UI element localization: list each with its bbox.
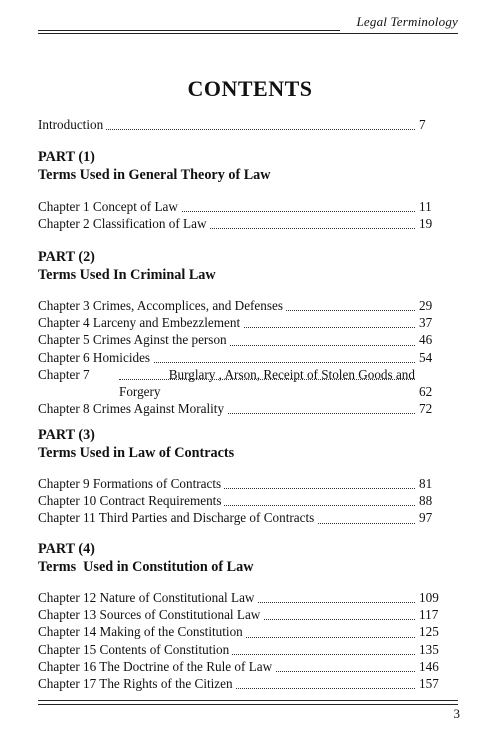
toc-entry-label: Chapter 1 Concept of Law [38, 198, 181, 215]
toc-entry-label: Chapter 9 Formations of Contracts [38, 475, 224, 492]
toc-entry-label: Chapter 16 The Doctrine of the Rule of Law [38, 658, 275, 675]
toc-entry-label: Chapter 3 Crimes, Accomplices, and Defenses [38, 297, 286, 314]
toc-entry [38, 641, 439, 658]
toc-entry-label: Chapter 4 Larceny and Embezzlement [38, 314, 243, 331]
toc-entry-label: Chapter 12 Nature of Constitutional Law [38, 589, 257, 606]
toc-entry-label: Chapter 15 Contents of Constitution [38, 641, 232, 658]
toc-entry-label: Chapter 6 Homicides [38, 349, 153, 366]
toc-part-3 [38, 426, 415, 462]
toc-entry [38, 366, 433, 400]
page-number: 3 [453, 706, 460, 721]
toc-entry [38, 314, 433, 331]
toc-entry [38, 400, 433, 417]
footer-rule [38, 700, 458, 701]
toc-entry [38, 116, 426, 133]
part-title: Terms Used In Criminal Law [38, 267, 216, 283]
toc-entry-label: Chapter 14 Making of the Constitution [38, 623, 246, 640]
toc-entry-page: 37 [419, 315, 433, 331]
toc-part-3-chapters [38, 475, 433, 527]
toc-entry [38, 349, 433, 366]
toc-entry-page: 109 [419, 590, 439, 605]
toc-entry [38, 475, 433, 492]
toc-entry-page: 88 [419, 493, 433, 509]
toc-entry-page: 135 [419, 641, 439, 657]
toc-entry [38, 606, 439, 623]
toc-entry-page: 81 [419, 476, 433, 491]
toc-entry [38, 623, 439, 640]
toc-entry-label: Chapter 13 Sources of Constitutional Law [38, 606, 263, 623]
part-title: Terms Used in Constitution of Law [38, 559, 254, 575]
toc-entry-label: Chapter 2 Classification of Law [38, 215, 209, 232]
toc-entry [38, 297, 433, 314]
toc-introduction [38, 116, 426, 133]
toc-part-2 [38, 248, 415, 284]
running-header-title: Legal Terminology [356, 14, 458, 29]
toc-entry-page: 7 [419, 117, 426, 132]
toc-entry-page: 97 [419, 510, 433, 526]
toc-entry [38, 675, 439, 692]
toc-entry [38, 198, 432, 215]
toc-entry-page: 72 [419, 400, 433, 416]
toc-part-4 [38, 540, 415, 576]
toc-part-4-chapters [38, 589, 439, 692]
toc-entry [38, 658, 439, 675]
toc-part-2-chapters [38, 297, 433, 417]
part-label: PART (3) [38, 427, 95, 443]
toc-entry-page: 62 [419, 383, 433, 399]
toc-entry [38, 492, 433, 509]
part-label: PART (4) [38, 541, 95, 557]
toc-entry [38, 509, 433, 526]
toc-entry-page: 125 [419, 624, 439, 640]
toc-entry-label: Chapter 8 Crimes Against Morality [38, 400, 227, 417]
toc-entry-page: 157 [419, 675, 439, 691]
header-rule [38, 33, 458, 34]
toc-entry-label: Chapter 10 Contract Requirements [38, 492, 224, 509]
toc-entry [38, 589, 439, 606]
toc-entry-label: Chapter 17 The Rights of the Citizen [38, 675, 236, 692]
toc-entry-page: 146 [419, 658, 439, 674]
toc-entry [38, 215, 433, 232]
toc-entry-label-wrap: Forgery [119, 383, 164, 400]
page-title: CONTENTS [187, 76, 313, 101]
toc-entry-label: Chapter 7 [38, 366, 90, 382]
toc-entry [38, 331, 433, 348]
toc-entry-page: 54 [419, 349, 433, 365]
footer-rule-thin [38, 704, 458, 705]
toc-part-1 [38, 148, 415, 184]
part-label: PART (2) [38, 249, 95, 265]
toc-entry-label-cont: Burglary , Arson, Receipt of Stolen Goods and [168, 366, 415, 382]
part-label: PART (1) [38, 149, 95, 165]
part-title: Terms Used in Law of Contracts [38, 445, 235, 461]
toc-entry-page: 46 [419, 332, 433, 348]
toc-entry-page: 117 [419, 607, 439, 623]
toc-entry-page: 19 [419, 216, 433, 232]
toc-entry-page: 29 [419, 298, 433, 313]
toc-entry-page: 11 [419, 199, 432, 214]
part-title: Terms Used in General Theory of Law [38, 167, 271, 183]
toc-entry-label: Chapter 11 Third Parties and Discharge of Contracts [38, 509, 317, 526]
header-rule-thin [38, 30, 340, 31]
toc-entry-label: Chapter 5 Crimes Aginst the person [38, 331, 230, 348]
toc-part-1-chapters [38, 198, 433, 232]
toc-entry-label: Introduction [38, 116, 106, 133]
